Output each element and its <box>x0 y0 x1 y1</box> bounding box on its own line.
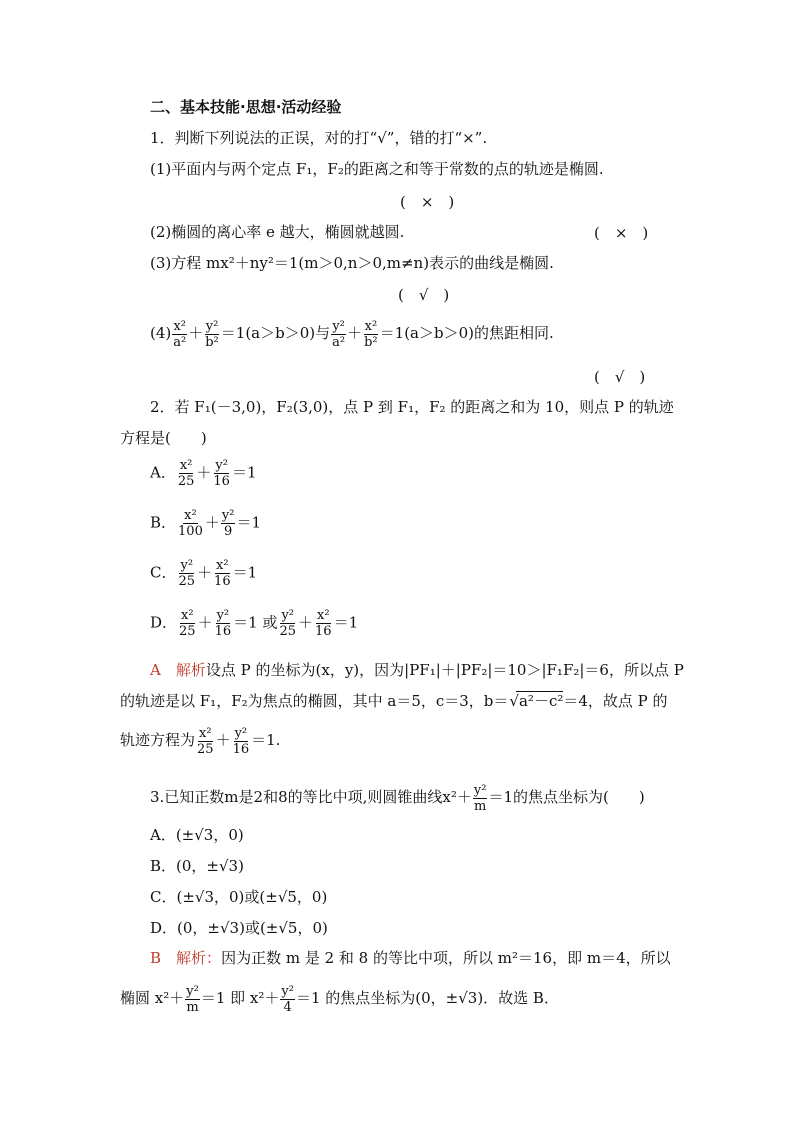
q3-analysis-label: 解析： <box>176 949 222 967</box>
q2-stem-line2: 方程是( ) <box>120 429 207 447</box>
q1-item2: (2)椭圆的离心率 e 越大，椭圆就越圆. <box>150 223 405 241</box>
q1-item1: (1)平面内与两个定点 F₁，F₂的距离之和等于常数的点的轨迹是椭圆. <box>150 160 604 178</box>
q1-item4-mid1: ＝1(a＞b＞0)与 <box>220 324 331 342</box>
q1-item4-mark: ( √ ) <box>594 368 646 386</box>
q1-item4: (4) $\frac{\text{x²}}{\text{a²}}$ ＋ $\frac{\text{y²}}{\text{b²}}$ ＝1(a＞b＞0)与 $\frac{\text{y²}}{\text{a²}}$ ＋ $\frac{\text{x²}}{\text{b²}}$ ＝1(a＞b＞0)的焦距相同. <box>150 318 554 350</box>
q1-item1-mark: ( × ) <box>400 193 455 211</box>
q2-option-d[interactable]: D． $\frac{\text{x²}}{25}$ ＋ $\frac{\text{y²}}{16}$ ＝1 或 $\frac{\text{y²}}{25}$ ＋ $\frac{\text{x²}}{16}$ ＝1 <box>150 608 359 639</box>
q3-option-b[interactable]: B．(0，±√3) <box>150 857 244 875</box>
section-heading: 二、基本技能·思想·活动经验 <box>150 98 342 116</box>
q3-option-c[interactable]: C．(±√3，0)或(±√5，0) <box>150 888 328 906</box>
q1-item3: (3)方程 mx²＋ny²＝1(m＞0,n＞0,m≠n)表示的曲线是椭圆. <box>150 254 554 272</box>
q1-item4-prefix: (4) <box>150 324 172 342</box>
q1-item4-mid2: ＝1(a＞b＞0)的焦距相同. <box>379 324 554 342</box>
q2-stem-line1: 2．若 F₁(－3,0)，F₂(3,0)，点 P 到 F₁，F₂ 的距离之和为 10，则点 P 的轨迹 <box>150 398 674 416</box>
fraction: $\frac{\text{y²}}{\text{a²}}$ <box>332 318 346 350</box>
fraction: $\frac{\text{x²}}{\text{b²}}$ <box>364 318 378 350</box>
q2-option-c[interactable]: C． $\frac{\text{y²}}{25}$ ＋ $\frac{\text{x²}}{16}$ ＝1 <box>150 558 258 589</box>
q2-option-b[interactable]: B． $\frac{\text{x²}}{100}$ ＋ $\frac{\text{y²}}{9}$ ＝1 <box>150 508 261 539</box>
q3-answer-letter: B <box>150 949 162 967</box>
q3-option-d[interactable]: D．(0，±√3)或(±√5，0) <box>150 919 328 937</box>
q1-stem: 1．判断下列说法的正误，对的打“√”，错的打“×”. <box>150 129 488 147</box>
q2-analysis-line3: 轨迹方程为 $\frac{\text{x²}}{25}$ ＋ $\frac{\text{y²}}{16}$ ＝1. <box>120 725 281 757</box>
q3-option-a[interactable]: A．(±√3，0) <box>150 826 244 844</box>
q2-analysis-line2: 的轨迹是以 F₁，F₂为焦点的椭圆，其中 a＝5，c＝3，b＝√ a²－c²＝4，故点 P 的 <box>120 691 668 711</box>
fraction: $\frac{\text{x²}}{\text{a²}}$ <box>173 318 187 350</box>
q3-analysis-line1: B 解析：因为正数 m 是 2 和 8 的等比中项，所以 m²＝16，即 m＝4，所以 <box>150 949 671 967</box>
q1-item3-mark: ( √ ) <box>398 286 450 304</box>
q2-option-a[interactable]: A． $\frac{\text{x²}}{25}$ ＋ $\frac{\text{y²}}{16}$ ＝1 <box>150 458 257 489</box>
q3-analysis-line2: 椭圆 x²＋ $\frac{\text{y²}}{m}$ ＝1 即 x²＋ $\frac{\text{y²}}{4}$ ＝1 的焦点坐标为(0，±√3)．故选 B． <box>120 983 559 1015</box>
q2-analysis-label: 解析 <box>175 661 206 679</box>
q3-stem: 3.已知正数m是2和8的等比中项,则圆锥曲线x²＋ $\frac{\text{y²}}{m}$ ＝1的焦点坐标为( ) <box>150 782 645 814</box>
fraction: $\frac{\text{y²}}{\text{b²}}$ <box>205 318 219 350</box>
sqrt-expression: √ a²－c² <box>516 691 563 710</box>
q1-item2-mark: ( × ) <box>594 224 649 242</box>
q2-analysis-line1: A 解析设点 P 的坐标为(x，y)，因为|PF₁|＋|PF₂|＝10＞|F₁F₂|＝6，所以点 P <box>150 661 684 679</box>
q2-answer-letter: A <box>150 661 161 679</box>
